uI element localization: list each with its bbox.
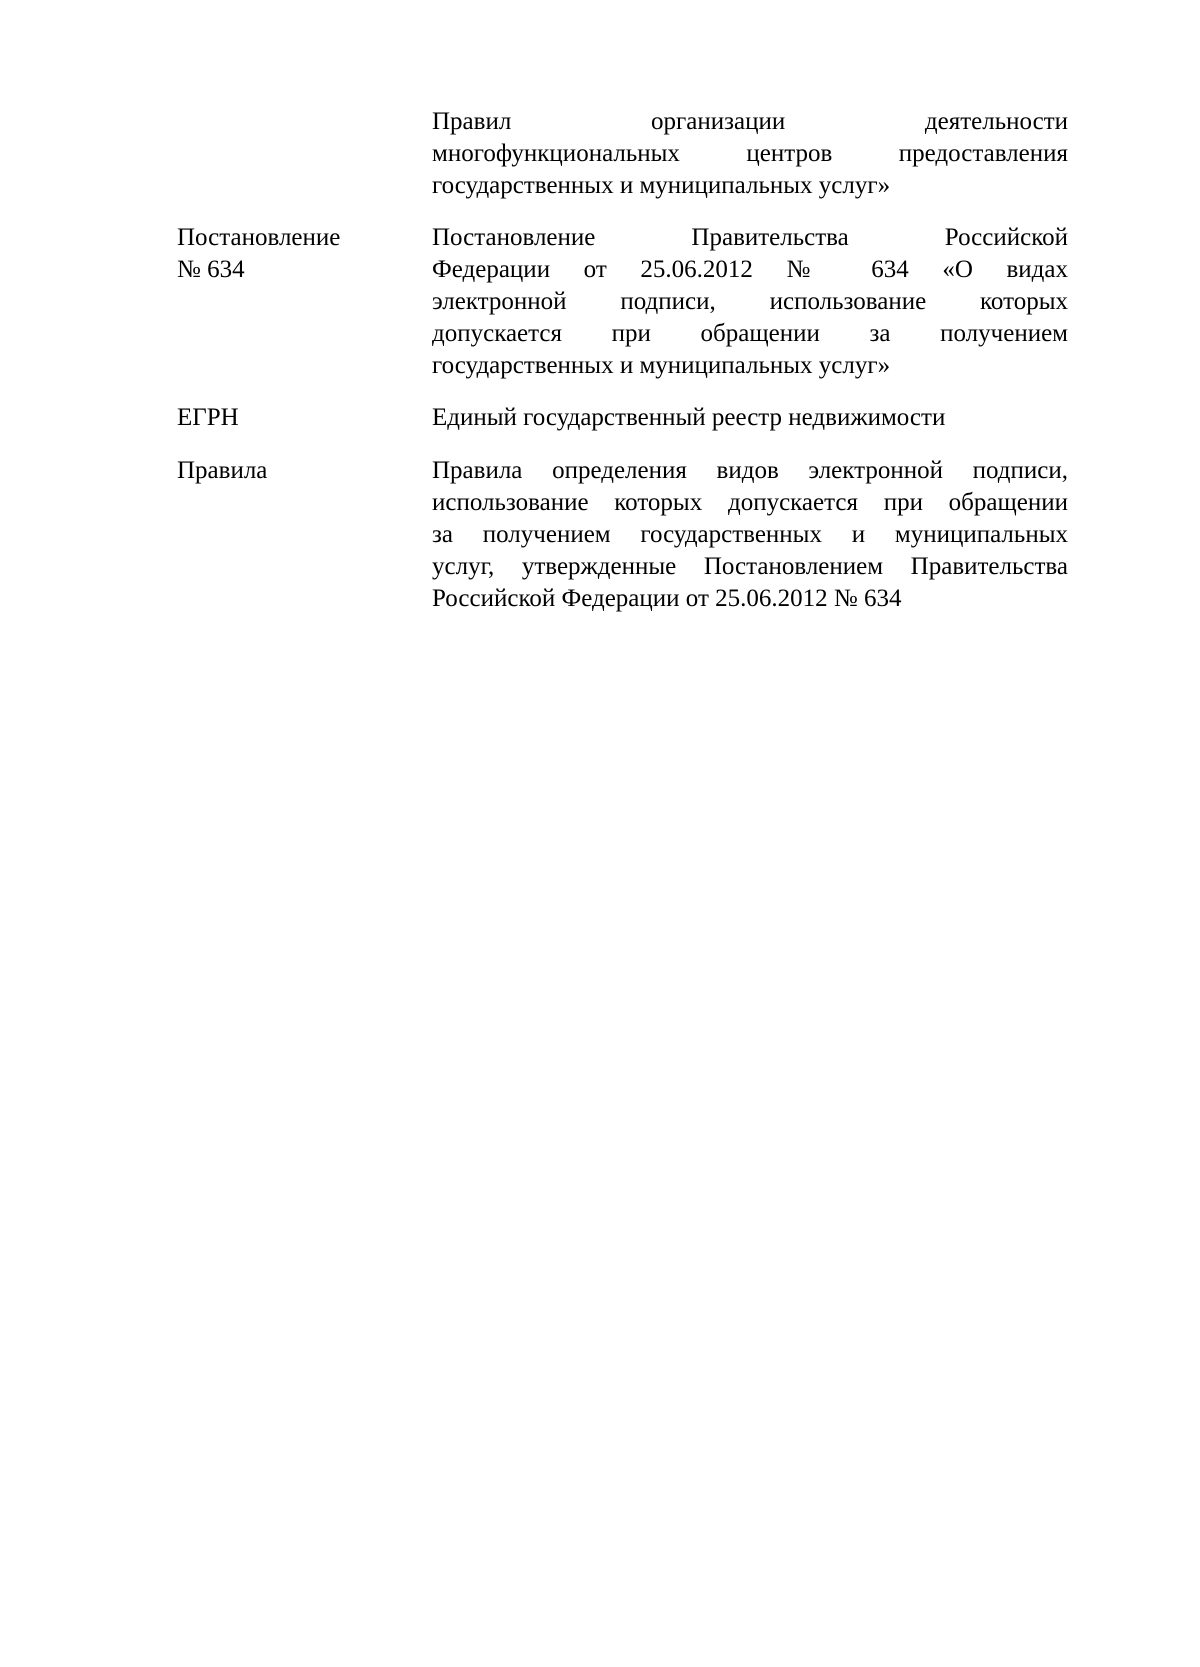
definition-line: государственных и муниципальных услуг» (432, 172, 891, 199)
definition-line: Правила определения видов электронной подписи, (432, 457, 1068, 484)
definition-line: за получением государственных и муниципальных (432, 521, 1068, 548)
term-line: № 634 (177, 256, 245, 283)
entry-definition (432, 106, 1068, 202)
entry-term (177, 402, 407, 434)
definition-line: услуг, утвержденные Постановлением Правительства (432, 553, 1068, 580)
entry-definition (432, 402, 1068, 434)
term-line: Правила (177, 457, 268, 484)
definition-line: Федерации от 25.06.2012 № 634 «О видах (432, 256, 1068, 283)
definition-line: Правил организации деятельности (432, 108, 1068, 135)
entry-definition (432, 455, 1068, 615)
definition-line: допускается при обращении за получением (432, 320, 1068, 347)
term-line: ЕГРН (177, 404, 239, 431)
entry-definition (432, 222, 1068, 382)
definition-line: Постановление Правительства Российской (432, 224, 1068, 251)
definition-line: Российской Федерации от 25.06.2012 № 634 (432, 585, 902, 612)
definition-line: электронной подписи, использование которых (432, 288, 1068, 315)
definition-line: использование которых допускается при обращении (432, 489, 1068, 516)
definition-line: государственных и муниципальных услуг» (432, 352, 891, 379)
definition-line: Единый государственный реестр недвижимости (432, 404, 946, 431)
term-line: Постановление (177, 224, 341, 251)
entry-term (177, 455, 407, 487)
entry-term (177, 222, 407, 286)
definition-line: многофункциональных центров предоставления (432, 140, 1068, 167)
